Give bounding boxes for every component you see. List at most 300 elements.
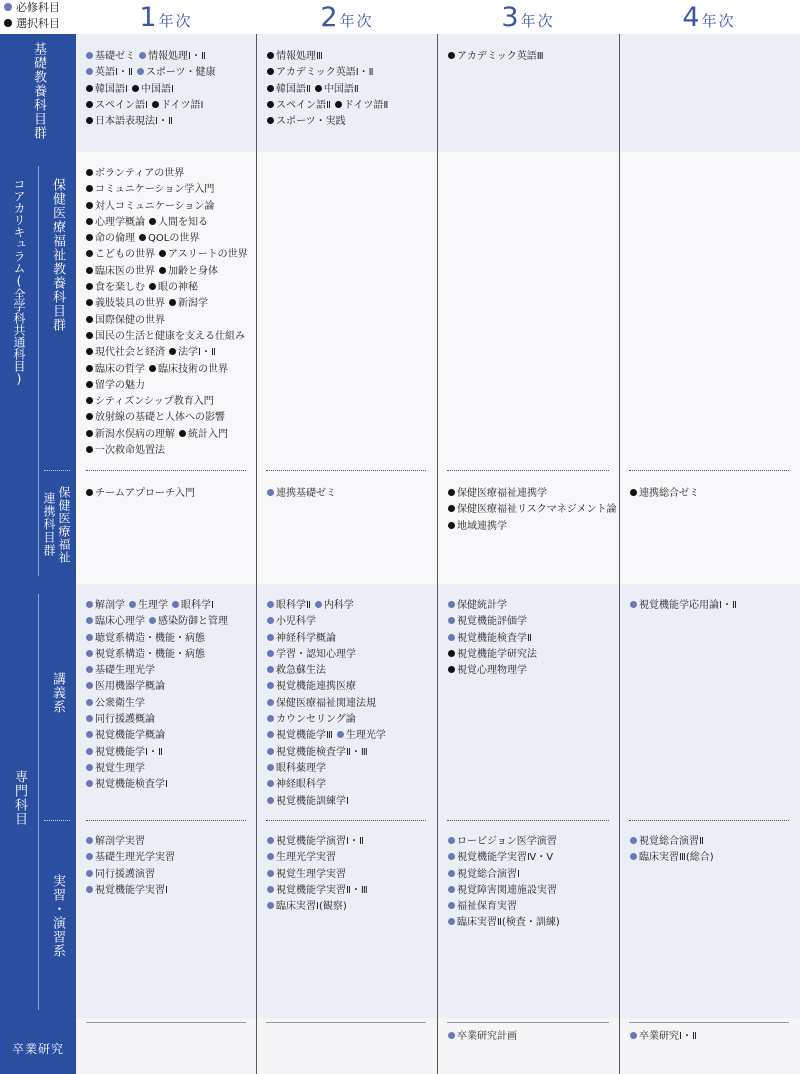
course-name: 保健医療福祉関連法規	[276, 697, 376, 709]
course-item	[152, 100, 203, 111]
course-line	[267, 49, 439, 65]
course-line	[630, 1029, 800, 1045]
course-item	[86, 184, 214, 195]
basic-year2-list	[267, 49, 439, 130]
course-name: 学習・認知心理学	[276, 648, 356, 660]
elective-dot-icon	[335, 101, 342, 108]
course-line	[448, 883, 620, 899]
elective-dot-icon	[267, 117, 274, 124]
course-name: 現代社会と経済	[95, 347, 165, 359]
course-name: 臨床実習Ⅱ(検査・訓練)	[457, 917, 560, 929]
course-item	[267, 116, 346, 127]
course-name: ドイツ語Ⅱ	[343, 99, 389, 111]
course-item	[86, 836, 145, 847]
elective-dot-icon	[86, 489, 93, 496]
year-header-3: 3 年次	[501, 2, 555, 33]
spec-divider-4	[629, 820, 789, 821]
course-name: 命の倫理	[95, 233, 135, 245]
course-line	[267, 777, 439, 793]
required-dot-icon	[267, 837, 274, 844]
course-name: 視覚機能学Ⅰ・Ⅱ	[95, 746, 163, 758]
required-dot-icon	[86, 731, 93, 738]
elective-dot-icon	[86, 348, 93, 355]
course-item	[448, 869, 520, 880]
required-dot-icon	[267, 853, 274, 860]
course-item	[86, 233, 135, 244]
required-dot-icon	[448, 918, 455, 925]
course-line	[267, 745, 439, 761]
course-line	[630, 850, 800, 866]
required-dot-icon	[267, 870, 274, 877]
course-item	[86, 331, 245, 342]
course-name: 同行援護演習	[95, 868, 155, 880]
required-dot-icon	[448, 837, 455, 844]
course-item	[86, 168, 184, 179]
course-name: 視覚機能訓練学Ⅰ	[276, 795, 349, 807]
elective-dot-icon	[448, 489, 455, 496]
required-dot-icon	[267, 715, 274, 722]
lecture-year3-list	[448, 598, 620, 679]
practice-year3-list	[448, 834, 620, 932]
course-line	[267, 883, 439, 899]
year-header-1: 1 年次	[139, 2, 193, 33]
course-name: 神経科学概論	[276, 632, 336, 644]
elective-dot-icon	[630, 489, 637, 496]
column-divider-2	[437, 34, 438, 1074]
required-dot-icon	[86, 666, 93, 673]
course-item	[149, 616, 228, 627]
course-item	[448, 649, 537, 660]
course-name: コミュニケーション学入門	[95, 184, 215, 196]
grad-divider-2	[266, 1022, 426, 1023]
course-name: 生理光学実習	[276, 852, 336, 864]
course-line	[267, 82, 439, 98]
course-item	[448, 521, 507, 532]
core1-year1-list	[86, 166, 258, 459]
required-dot-icon	[86, 601, 93, 608]
course-name: 視覚機能検査学Ⅰ	[95, 779, 168, 791]
required-dot-icon	[4, 3, 12, 11]
course-line	[267, 696, 439, 712]
course-item	[448, 1031, 517, 1042]
elective-dot-icon	[86, 267, 93, 274]
course-line	[86, 82, 258, 98]
course-name: 臨床医の世界	[95, 265, 155, 277]
course-name: 卒業研究計画	[457, 1031, 517, 1042]
elective-dot-icon	[448, 52, 455, 59]
required-dot-icon	[267, 780, 274, 787]
required-dot-icon	[448, 902, 455, 909]
course-line	[86, 182, 258, 198]
spec-divider-2	[266, 820, 426, 821]
practice-year2-list	[267, 834, 439, 915]
course-item	[86, 51, 135, 62]
course-line	[267, 631, 439, 647]
elective-dot-icon	[86, 250, 93, 257]
required-dot-icon	[86, 68, 93, 75]
course-name: 一次救命処置法	[95, 445, 165, 457]
course-line	[86, 631, 258, 647]
course-item	[169, 298, 208, 309]
course-item	[337, 730, 386, 741]
course-name: 基礎ゼミ	[95, 51, 135, 62]
elective-dot-icon	[149, 365, 156, 372]
lecture-label: 講義系	[50, 672, 65, 714]
course-name: 臨床技術の世界	[158, 363, 228, 375]
course-line	[267, 647, 439, 663]
course-item	[448, 616, 527, 627]
required-dot-icon	[630, 853, 637, 860]
spec-divider-1	[86, 820, 246, 821]
basic-label: 基礎教養科目群	[31, 42, 46, 140]
course-item	[448, 665, 527, 676]
course-name: 視覚心理物理学	[457, 665, 527, 677]
course-line	[448, 502, 620, 518]
required-dot-icon	[448, 886, 455, 893]
course-item	[267, 901, 347, 912]
specialized-label: 専門科目	[12, 770, 27, 826]
course-item	[267, 747, 368, 758]
course-name: 情報処理Ⅰ・Ⅱ	[148, 51, 206, 62]
course-item	[630, 600, 737, 611]
course-line	[267, 850, 439, 866]
course-line	[86, 745, 258, 761]
course-name: 内科学	[323, 600, 354, 611]
year-header-4: 4 年次	[682, 2, 736, 33]
course-name: 視覚機能学概論	[95, 730, 165, 742]
elective-dot-icon	[86, 332, 93, 339]
core2-year3-list	[448, 486, 620, 535]
course-item	[86, 488, 195, 499]
course-name: 放射線の基礎と人体への影響	[95, 412, 225, 424]
course-item	[448, 852, 553, 863]
course-line	[86, 728, 258, 744]
elective-dot-icon	[267, 68, 274, 75]
course-name: 臨床心理学	[95, 616, 145, 628]
lecture-year1-list	[86, 598, 258, 794]
course-name: 地域連携学	[457, 520, 507, 532]
course-line	[86, 114, 258, 130]
elective-dot-icon	[448, 505, 455, 512]
course-item	[86, 616, 145, 627]
course-line	[448, 915, 620, 931]
elective-dot-icon	[86, 283, 93, 290]
course-line	[448, 519, 620, 535]
course-name: アカデミック英語Ⅲ	[457, 51, 544, 62]
elective-dot-icon	[132, 85, 139, 92]
course-line	[448, 834, 620, 850]
course-line	[448, 598, 620, 614]
core-side-divider	[44, 470, 70, 471]
course-line	[630, 834, 800, 850]
grad-divider-4	[629, 1022, 789, 1023]
course-item	[86, 298, 165, 309]
elective-dot-icon	[267, 52, 274, 59]
course-item	[267, 100, 331, 111]
course-line	[448, 49, 620, 65]
course-name: 眼科薬理学	[276, 762, 326, 774]
course-line	[86, 378, 258, 394]
course-name: 中国語Ⅰ	[140, 83, 174, 95]
elective-dot-icon	[86, 117, 93, 124]
course-name: 視覚機能検査学Ⅱ	[457, 632, 532, 644]
course-name: 視覚障害関連施設実習	[457, 884, 557, 896]
elective-dot-icon	[86, 218, 93, 225]
course-line	[86, 867, 258, 883]
course-name: 小児科学	[276, 616, 316, 628]
required-dot-icon	[267, 902, 274, 909]
course-line	[448, 1029, 620, 1045]
required-dot-icon	[267, 650, 274, 657]
course-line	[86, 362, 258, 378]
course-item	[86, 100, 148, 111]
course-name: こどもの世界	[95, 249, 155, 261]
core2-year1-list	[86, 486, 258, 502]
course-item	[630, 1031, 697, 1042]
spec-side-divider	[44, 820, 70, 821]
course-item	[86, 665, 155, 676]
course-name: 留学の魅力	[95, 379, 145, 391]
course-line	[448, 647, 620, 663]
elective-dot-icon	[86, 185, 93, 192]
grad-divider-3	[447, 1022, 609, 1023]
required-dot-icon	[630, 1032, 637, 1039]
required-dot-icon	[267, 634, 274, 641]
course-item	[86, 429, 175, 440]
course-item	[267, 681, 356, 692]
elective-dot-icon	[169, 348, 176, 355]
required-dot-icon	[630, 837, 637, 844]
course-item	[448, 504, 617, 515]
graduation-year3-list	[448, 1029, 620, 1045]
required-dot-icon	[267, 731, 274, 738]
course-item	[267, 67, 374, 78]
course-name: 生理光学	[345, 730, 386, 742]
course-name: 神経眼科学	[276, 779, 326, 791]
course-line	[86, 296, 258, 312]
course-name: 医用機器学概論	[95, 681, 165, 693]
graduation-band	[76, 1018, 800, 1074]
course-item	[86, 730, 165, 741]
course-item	[267, 698, 376, 709]
core-divider-3	[447, 470, 609, 471]
required-dot-icon	[267, 682, 274, 689]
course-line	[267, 486, 439, 502]
course-name: 国民の生活と健康を支える仕組み	[95, 330, 245, 342]
required-dot-icon	[86, 682, 93, 689]
course-line	[86, 231, 258, 247]
required-dot-icon	[129, 601, 136, 608]
course-item	[630, 852, 714, 863]
course-name: 保健医療福祉連携学	[457, 488, 547, 499]
course-item	[86, 649, 205, 660]
course-item	[139, 233, 199, 244]
course-name: 聴覚系構造・機能・病態	[95, 632, 205, 644]
required-dot-icon	[86, 715, 93, 722]
course-name: 義肢装具の世界	[95, 298, 165, 310]
course-name: 加齢と身体	[168, 265, 218, 277]
required-dot-icon	[267, 764, 274, 771]
course-line	[86, 49, 258, 65]
course-name: 基礎生理光学	[95, 665, 155, 677]
required-dot-icon	[267, 886, 274, 893]
elective-dot-icon	[169, 299, 176, 306]
required-dot-icon	[149, 617, 156, 624]
elective-dot-icon	[4, 19, 12, 27]
required-dot-icon	[86, 780, 93, 787]
course-line	[86, 679, 258, 695]
lecture-year2-list	[267, 598, 439, 810]
course-line	[267, 614, 439, 630]
course-name: 新潟学	[178, 298, 208, 310]
required-dot-icon	[448, 1032, 455, 1039]
course-line	[448, 663, 620, 679]
core-sub-separator	[38, 166, 39, 576]
course-line	[86, 199, 258, 215]
course-line	[86, 65, 258, 81]
course-name: アカデミック英語Ⅰ・Ⅱ	[276, 67, 374, 79]
course-line	[86, 486, 258, 502]
elective-dot-icon	[315, 85, 322, 92]
course-item	[149, 217, 208, 228]
course-name: 統計入門	[188, 428, 228, 440]
required-dot-icon	[448, 634, 455, 641]
course-item	[149, 282, 198, 293]
required-dot-icon	[630, 601, 637, 608]
course-name: 福祉保育実習	[457, 901, 517, 913]
elective-dot-icon	[86, 316, 93, 323]
course-item	[448, 51, 544, 62]
course-item	[86, 885, 168, 896]
elective-dot-icon	[86, 202, 93, 209]
course-item	[86, 698, 145, 709]
course-line	[86, 345, 258, 361]
course-line	[267, 679, 439, 695]
core2-year4-list	[630, 486, 800, 502]
core-sub2-label-a: 保健医療福祉	[57, 486, 71, 564]
course-item	[86, 714, 155, 725]
course-item	[267, 616, 316, 627]
course-name: 臨床実習Ⅲ(総合)	[639, 852, 714, 864]
course-name: スペイン語Ⅰ	[95, 99, 148, 111]
course-item	[86, 396, 214, 407]
course-name: 韓国語Ⅱ	[276, 83, 311, 95]
course-name: 視覚機能学応用論Ⅰ・Ⅱ	[639, 600, 737, 611]
course-name: 視覚機能学演習Ⅰ・Ⅱ	[276, 836, 364, 847]
course-name: 韓国語Ⅰ	[95, 83, 128, 95]
course-name: 連携総合ゼミ	[639, 488, 699, 499]
practice-label: 実習・演習系	[50, 874, 65, 958]
course-item	[86, 201, 214, 212]
required-dot-icon	[139, 52, 146, 59]
course-name: 解剖学実習	[95, 836, 145, 847]
required-dot-icon	[267, 617, 274, 624]
course-line	[267, 114, 439, 130]
elective-dot-icon	[86, 85, 93, 92]
elective-dot-icon	[86, 234, 93, 241]
course-item	[448, 600, 507, 611]
course-line	[86, 98, 258, 114]
course-line	[86, 647, 258, 663]
lecture-year4-list	[630, 598, 800, 614]
course-line	[86, 410, 258, 426]
course-item	[86, 315, 165, 326]
course-line	[630, 598, 800, 614]
course-name: 視覚機能学実習Ⅱ・Ⅲ	[276, 884, 368, 896]
required-dot-icon	[448, 870, 455, 877]
course-item	[139, 51, 206, 62]
elective-dot-icon	[149, 218, 156, 225]
course-line	[86, 427, 258, 443]
course-name: 情報処理Ⅲ	[276, 51, 323, 62]
course-line	[86, 614, 258, 630]
required-dot-icon	[172, 601, 179, 608]
required-dot-icon	[86, 617, 93, 624]
elective-dot-icon	[86, 299, 93, 306]
required-dot-icon	[86, 837, 93, 844]
core-divider-2	[266, 470, 426, 471]
course-name: 感染防御と管理	[158, 616, 228, 628]
core2-year2-list	[267, 486, 439, 502]
course-name: 視覚機能学実習Ⅳ・Ⅴ	[457, 852, 554, 864]
spec-divider-3	[447, 820, 609, 821]
required-dot-icon	[315, 601, 322, 608]
elective-dot-icon	[448, 666, 455, 673]
course-line	[267, 834, 439, 850]
course-line	[630, 486, 800, 502]
course-name: 保健統計学	[457, 600, 507, 611]
course-item	[86, 266, 155, 277]
course-line	[86, 850, 258, 866]
course-line	[86, 663, 258, 679]
course-line	[86, 329, 258, 345]
course-name: 視覚機能連携医療	[276, 681, 356, 693]
elective-dot-icon	[86, 413, 93, 420]
course-item	[86, 600, 125, 611]
course-line	[267, 65, 439, 81]
course-name: 国際保健の世界	[95, 314, 165, 326]
elective-dot-icon	[139, 234, 146, 241]
course-item	[129, 600, 168, 611]
elective-dot-icon	[86, 365, 93, 372]
course-name: 視覚生理学実習	[276, 868, 346, 880]
required-dot-icon	[267, 748, 274, 755]
elective-dot-icon	[448, 650, 455, 657]
course-item	[267, 730, 333, 741]
course-name: アスリートの世界	[168, 249, 248, 261]
legend-elective: 選択科目	[4, 16, 60, 32]
course-item	[86, 852, 175, 863]
course-line	[86, 215, 258, 231]
course-item	[132, 84, 174, 95]
basic-year3-list	[448, 49, 620, 65]
course-item	[267, 488, 336, 499]
course-name: 英語Ⅰ・Ⅱ	[95, 67, 133, 79]
course-line	[267, 761, 439, 777]
course-item	[630, 836, 704, 847]
course-name: 保健医療福祉リスクマネジメント論	[457, 504, 617, 516]
course-name: 臨床実習Ⅰ(観察)	[276, 901, 347, 913]
course-item	[137, 67, 216, 78]
course-item	[179, 429, 228, 440]
course-name: QOLの世界	[148, 233, 200, 245]
course-name: 食を楽しむ	[95, 282, 145, 294]
course-item	[267, 600, 311, 611]
required-dot-icon	[86, 886, 93, 893]
course-name: ボランティアの世界	[95, 168, 185, 179]
required-dot-icon	[267, 666, 274, 673]
elective-dot-icon	[86, 101, 93, 108]
